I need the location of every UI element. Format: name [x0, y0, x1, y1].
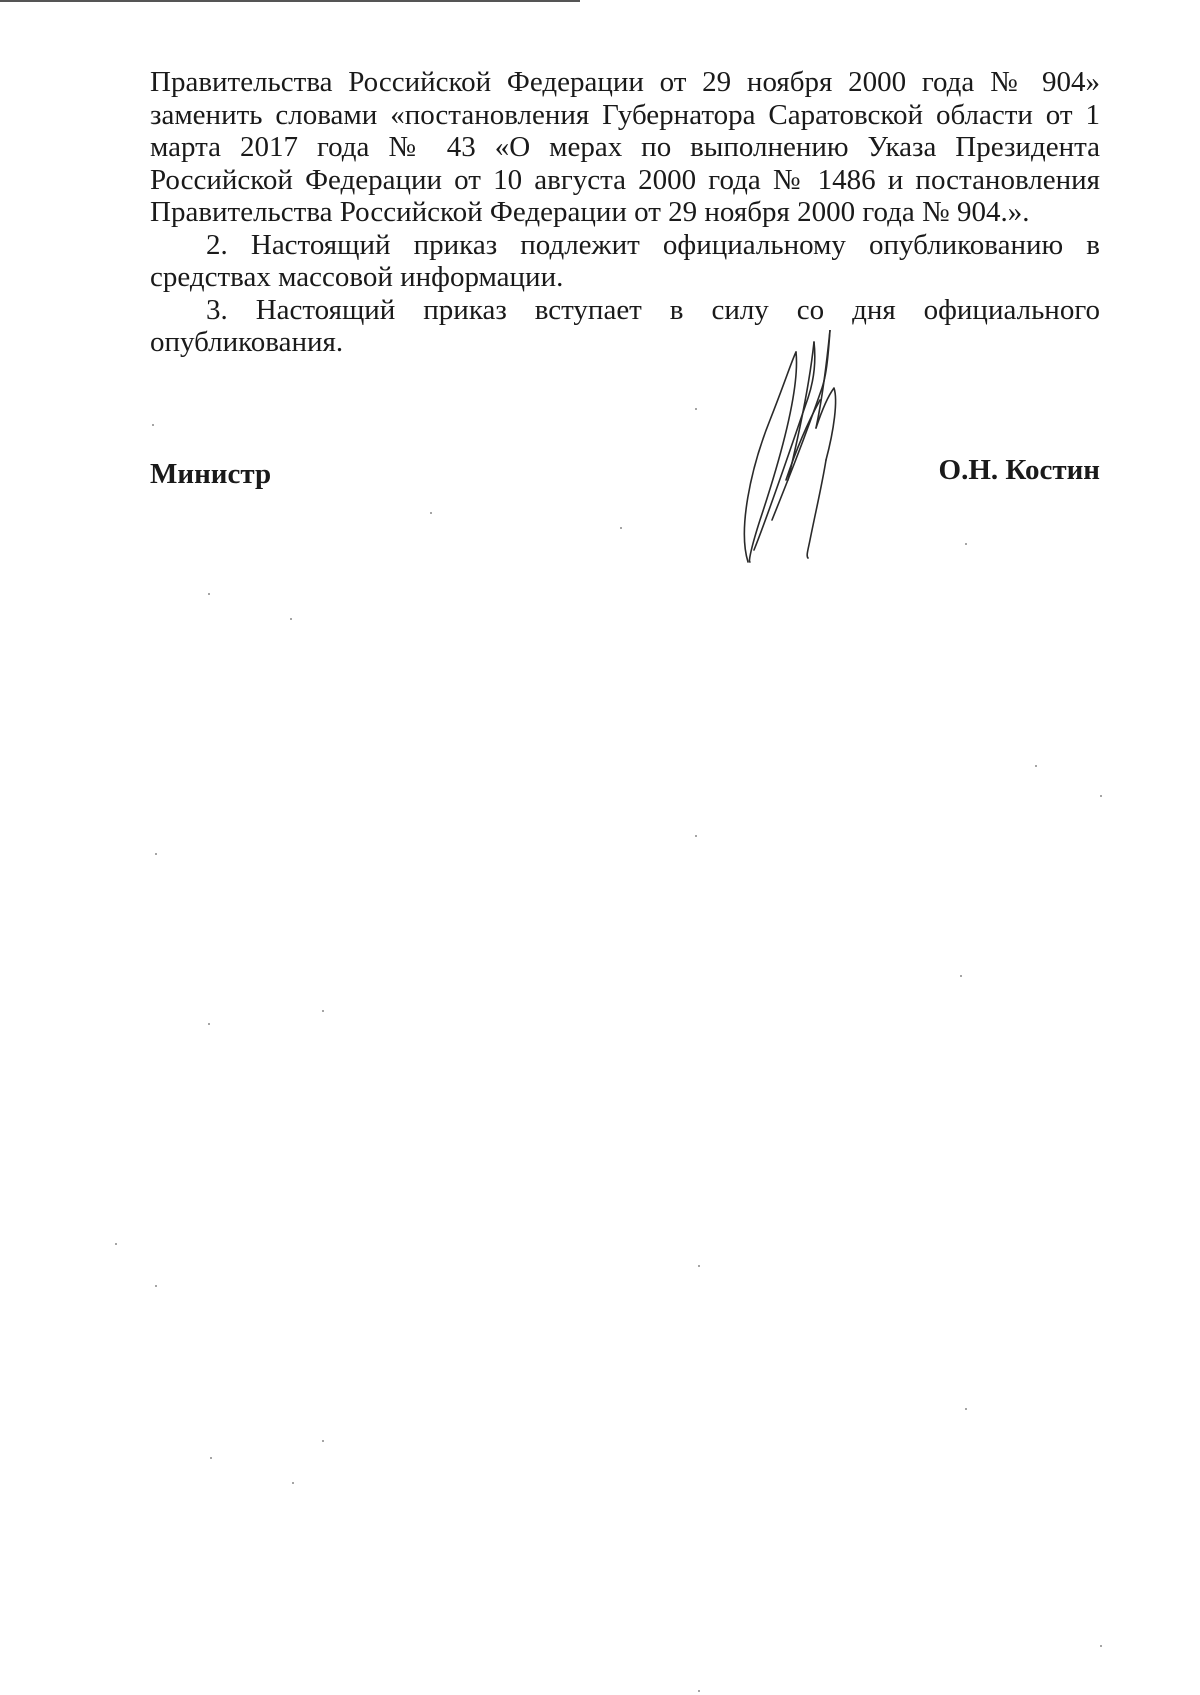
paragraph-item-2: 2. Настоящий приказ подлежит официальному опубликованию в средствах массовой информации.	[150, 228, 1100, 293]
scan-speck	[290, 618, 292, 620]
scan-speck	[322, 1440, 324, 1442]
scan-speck	[965, 1408, 967, 1410]
scan-speck	[155, 853, 157, 855]
scan-speck	[322, 1010, 324, 1012]
scan-speck	[695, 408, 697, 410]
scan-speck	[620, 527, 622, 529]
signatory-title: Министр	[150, 458, 272, 490]
scan-speck	[152, 424, 154, 426]
page-top-rule	[0, 0, 580, 2]
paragraph-continuation: Правительства Российской Федерации от 29 ноября 2000 года № 904» заменить словами «постановления Губернатора Саратовской области от 1 марта 2017 года № 43 «О мерах по выполнению Указа Президента Российской Федерации от 10 августа 2000 года № 1486 и постановления Правительства Российской Федерации от 29 ноября 2000 года № 904.».	[150, 66, 1100, 228]
scan-speck	[430, 512, 432, 514]
scan-speck	[208, 1023, 210, 1025]
scan-speck	[210, 1457, 212, 1459]
scan-speck	[1035, 765, 1037, 767]
document-body	[150, 66, 1100, 359]
scan-speck	[292, 1482, 294, 1484]
scan-speck	[155, 1285, 157, 1287]
scan-speck	[1100, 1645, 1102, 1647]
scan-speck	[115, 1243, 117, 1245]
paragraph-item-3: 3. Настоящий приказ вступает в силу со дня официального опубликования.	[150, 293, 1100, 358]
scan-speck	[208, 593, 210, 595]
signature-icon	[730, 330, 860, 570]
signatory-name: О.Н. Костин	[938, 454, 1100, 486]
scan-speck	[1100, 795, 1102, 797]
scan-speck	[695, 835, 697, 837]
scan-speck	[960, 975, 962, 977]
scan-speck	[698, 1265, 700, 1267]
scan-speck	[698, 1690, 700, 1692]
scan-speck	[965, 543, 967, 545]
